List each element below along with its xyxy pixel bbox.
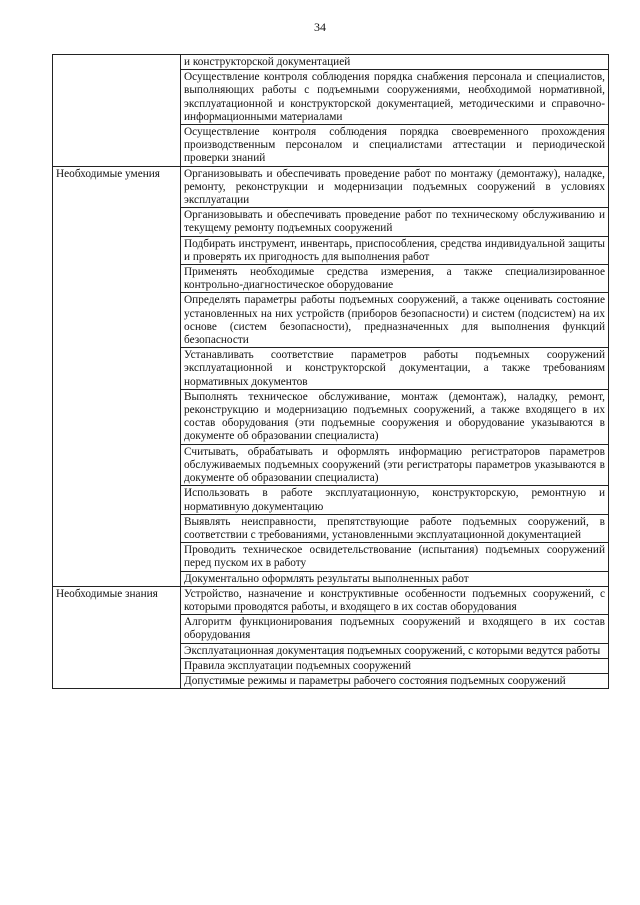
requirement-text: Допустимые режимы и параметры рабочего состояния подъемных сооружений <box>184 674 566 687</box>
requirement-text: Устройство, назначение и конструктивные особенности подъемных сооружений, с которыми проводятся работы, и входящего в их состав оборудования <box>184 587 605 613</box>
requirement-cell <box>181 208 609 236</box>
requirement-cell <box>181 265 609 293</box>
requirement-cell <box>181 293 609 348</box>
requirement-text: Устанавливать соответствие параметров работы подъемных сооружений эксплуатационной и конструкторской документации, а также требованиям нормативных документов <box>184 349 605 388</box>
requirement-text: Выявлять неисправности, препятствующие работе подъемных сооружений, в соответствии с требованиями, установленными эксплуатационной документацией <box>184 515 605 541</box>
requirement-text: Осуществление контроля соблюдения порядка снабжения персонала и специалистов, выполняющих работы с подъемными сооружениями, необходимой нормативной, эксплуатационной и конструкторской документацией, методическими и справочно-информационными материалами <box>184 71 605 123</box>
requirement-text: Использовать в работе эксплуатационную, конструкторскую, ремонтную и нормативную документацию <box>184 487 605 513</box>
requirement-text: Проводить техническое освидетельствование (испытания) подъемных сооружений перед пуском их в работу <box>184 544 605 570</box>
requirement-text: Организовывать и обеспечивать проведение работ по техническому обслуживанию и текущему ремонту подъемных сооружений <box>184 209 605 235</box>
table-row <box>53 55 609 70</box>
requirement-text: Осуществление контроля соблюдения порядка своевременного прохождения производственным персоналом и специалистами аттестации и периодической проверки знаний <box>184 126 605 165</box>
requirement-text: Считывать, обрабатывать и оформлять информацию регистраторов параметров обслуживаемых подъемных сооружений (эти регистраторы параметров указываются в документе об образовании специалиста) <box>184 445 605 485</box>
requirement-cell <box>181 486 609 514</box>
requirement-cell <box>181 658 609 673</box>
requirement-cell <box>181 514 609 542</box>
requirement-text: Алгоритм функционирования подъемных сооружений и входящего в их состав оборудования <box>184 616 605 642</box>
requirement-text: Определять параметры работы подъемных сооружений, а также оценивать состояние установленных на них устройств (приборов безопасности) и систем (подсистем) на их основе (систем безопасности), предназначенных для выполнения функций безопасности <box>184 294 605 347</box>
requirement-text: Документально оформлять результаты выполненных работ <box>184 572 469 585</box>
requirement-text: и конструкторской документацией <box>184 56 351 68</box>
requirements-table <box>52 54 609 689</box>
requirement-cell <box>181 571 609 586</box>
table-body <box>53 55 609 689</box>
requirement-cell <box>181 389 609 444</box>
table-row <box>53 166 609 208</box>
requirement-cell <box>181 70 609 125</box>
requirement-text: Правила эксплуатации подъемных сооружений <box>184 659 412 672</box>
requirement-cell <box>181 673 609 688</box>
requirement-text: Применять необходимые средства измерения, а также специализированное контрольно-диагностическое оборудование <box>184 266 605 292</box>
requirement-cell <box>181 643 609 658</box>
requirement-text: Организовывать и обеспечивать проведение работ по монтажу (демонтажу), наладке, ремонту, реконструкции и модернизации подъемных сооружений в условиях эксплуатации <box>184 167 605 207</box>
requirement-cell <box>181 125 609 167</box>
requirement-text: Выполнять техническое обслуживание, монтаж (демонтаж), наладку, ремонт, реконструкцию и модернизацию подъемных сооружений, а также входящего в их состав оборудования (эти подъемные сооружения и оборудование указываются в документе об образовании специалиста) <box>184 390 605 443</box>
page-number: 34 <box>314 20 326 34</box>
requirement-cell <box>181 615 609 643</box>
category-cell: Необходимые умения <box>53 166 181 586</box>
requirement-cell <box>181 166 609 208</box>
requirement-text: Эксплуатационная документация подъемных сооружений, с которыми ведутся работы <box>184 644 601 657</box>
category-cell <box>53 55 181 167</box>
requirement-cell <box>181 348 609 390</box>
table-row <box>53 586 609 614</box>
requirement-cell <box>181 444 609 486</box>
requirement-cell <box>181 586 609 614</box>
requirement-cell <box>181 236 609 264</box>
requirement-text: Подбирать инструмент, инвентарь, приспособления, средства индивидуальной защиты и проверять их пригодность для выполнения работ <box>184 237 605 263</box>
requirement-cell <box>181 543 609 571</box>
category-cell: Необходимые знания <box>53 586 181 688</box>
requirement-cell <box>181 55 609 70</box>
